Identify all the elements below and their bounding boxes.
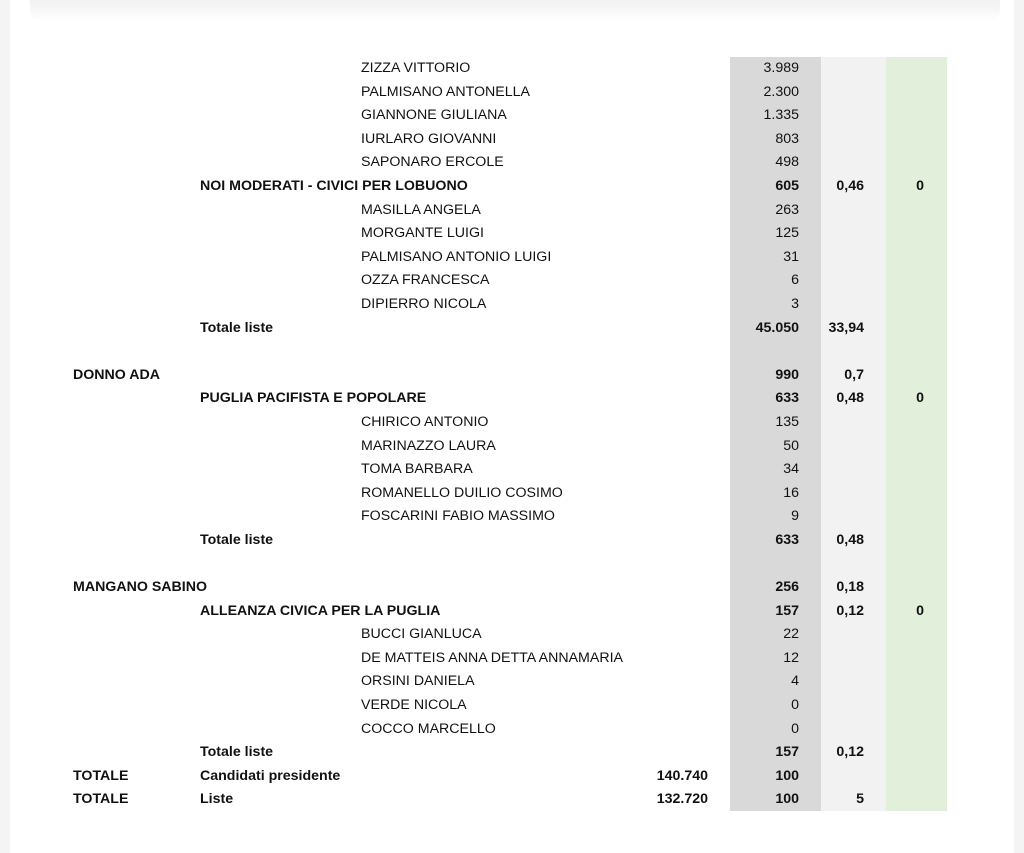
seats-value: 0 bbox=[916, 602, 924, 619]
list-name: Liste bbox=[200, 791, 234, 808]
table-row bbox=[0, 104, 1004, 128]
percent-value: 0,18 bbox=[836, 579, 864, 596]
seats-value: 0 bbox=[916, 177, 924, 194]
president-votes: 132.720 bbox=[656, 791, 708, 808]
table-row bbox=[0, 246, 1004, 270]
votes-value: 100 bbox=[775, 791, 799, 808]
table-row bbox=[0, 151, 1004, 175]
percent-value: 0,48 bbox=[836, 390, 864, 407]
votes-value: 22 bbox=[783, 626, 799, 643]
votes-value: 3 bbox=[791, 295, 799, 312]
table-row bbox=[0, 57, 1004, 81]
candidate-name: MASILLA ANGELA bbox=[361, 201, 481, 218]
votes-value: 2.300 bbox=[763, 83, 799, 100]
votes-value: 605 bbox=[775, 177, 799, 194]
table-row bbox=[0, 552, 1004, 576]
votes-value: 263 bbox=[775, 201, 799, 218]
table-row bbox=[0, 718, 1004, 742]
list-name: Candidati presidente bbox=[200, 767, 341, 784]
table-row bbox=[0, 694, 1004, 718]
candidate-name: COCCO MARCELLO bbox=[361, 720, 496, 737]
candidate-name: DIPIERRO NICOLA bbox=[361, 295, 487, 312]
candidate-name: ORSINI DANIELA bbox=[361, 673, 475, 690]
percent-value: 0,46 bbox=[836, 177, 864, 194]
candidate-name: DE MATTEIS ANNA DETTA ANNAMARIA bbox=[361, 649, 623, 666]
percent-value: 0,12 bbox=[836, 744, 864, 761]
president-name: MANGANO SABINO bbox=[73, 579, 207, 596]
seats-value: 0 bbox=[916, 390, 924, 407]
votes-value: 256 bbox=[775, 579, 799, 596]
votes-value: 4 bbox=[791, 673, 799, 690]
votes-value: 633 bbox=[775, 390, 799, 407]
list-name: Totale liste bbox=[200, 744, 274, 761]
candidate-name: BUCCI GIANLUCA bbox=[361, 626, 482, 643]
table-row bbox=[0, 364, 1004, 388]
table-row bbox=[0, 411, 1004, 435]
table-row bbox=[0, 435, 1004, 459]
votes-value: 0 bbox=[791, 697, 799, 714]
table-row bbox=[0, 387, 1004, 411]
votes-value: 157 bbox=[775, 602, 799, 619]
list-name: NOI MODERATI - CIVICI PER LOBUONO bbox=[200, 177, 468, 194]
table-row bbox=[0, 458, 1004, 482]
votes-value: 1.335 bbox=[763, 107, 799, 124]
table-row bbox=[0, 81, 1004, 105]
table-row bbox=[0, 317, 1004, 341]
candidate-name: MORGANTE LUIGI bbox=[361, 225, 484, 242]
list-name: Totale liste bbox=[200, 319, 274, 336]
candidate-name: VERDE NICOLA bbox=[361, 697, 467, 714]
table-row bbox=[0, 128, 1004, 152]
candidate-name: FOSCARINI FABIO MASSIMO bbox=[361, 508, 555, 525]
candidate-name: CHIRICO ANTONIO bbox=[361, 413, 489, 430]
candidate-name: ZIZZA VITTORIO bbox=[361, 60, 471, 76]
votes-value: 125 bbox=[775, 225, 799, 242]
list-name: ALLEANZA CIVICA PER LA PUGLIA bbox=[200, 602, 441, 619]
president-name: TOTALE bbox=[73, 767, 129, 784]
table-row bbox=[0, 647, 1004, 671]
candidate-name: TOMA BARBARA bbox=[361, 461, 473, 478]
table-row bbox=[0, 765, 1004, 789]
candidate-name: MARINAZZO LAURA bbox=[361, 437, 496, 454]
percent-value: 0,12 bbox=[836, 602, 864, 619]
candidate-name: IURLARO GIOVANNI bbox=[361, 130, 497, 147]
votes-value: 9 bbox=[791, 508, 799, 525]
votes-value: 6 bbox=[791, 272, 799, 289]
votes-value: 157 bbox=[775, 744, 799, 761]
table-row bbox=[0, 199, 1004, 223]
percent-value: 0,48 bbox=[836, 531, 864, 548]
votes-value: 34 bbox=[783, 461, 799, 478]
votes-value: 45.050 bbox=[755, 319, 799, 336]
candidate-name: ROMANELLO DUILIO COSIMO bbox=[361, 484, 563, 501]
table-row bbox=[0, 222, 1004, 246]
votes-value: 0 bbox=[791, 720, 799, 737]
table-row bbox=[0, 482, 1004, 506]
table-row bbox=[0, 788, 1004, 812]
table-row bbox=[0, 670, 1004, 694]
table-row bbox=[0, 529, 1004, 553]
votes-value: 135 bbox=[775, 413, 799, 430]
list-name: PUGLIA PACIFISTA E POPOLARE bbox=[200, 390, 427, 407]
president-votes: 140.740 bbox=[656, 767, 708, 784]
president-name: TOTALE bbox=[73, 791, 129, 808]
votes-value: 3.989 bbox=[763, 60, 799, 76]
candidate-name: GIANNONE GIULIANA bbox=[361, 107, 507, 124]
votes-value: 16 bbox=[783, 484, 799, 501]
votes-value: 990 bbox=[775, 366, 799, 383]
votes-value: 50 bbox=[783, 437, 799, 454]
table-row bbox=[0, 293, 1004, 317]
president-name: DONNO ADA bbox=[73, 366, 160, 383]
candidate-name: PALMISANO ANTONIO LUIGI bbox=[361, 248, 552, 265]
list-name: Totale liste bbox=[200, 531, 274, 548]
votes-value: 31 bbox=[783, 248, 799, 265]
table-row bbox=[0, 741, 1004, 765]
votes-value: 100 bbox=[775, 767, 799, 784]
top-shadow bbox=[30, 0, 1000, 22]
percent-value: 0,7 bbox=[844, 366, 864, 383]
table-row bbox=[0, 175, 1004, 199]
table-row bbox=[0, 505, 1004, 529]
votes-value: 633 bbox=[775, 531, 799, 548]
candidate-name: SAPONARO ERCOLE bbox=[361, 154, 504, 171]
results-table bbox=[0, 57, 1004, 812]
table-row bbox=[0, 600, 1004, 624]
candidate-name: OZZA FRANCESCA bbox=[361, 272, 490, 289]
candidate-name: PALMISANO ANTONELLA bbox=[361, 83, 530, 100]
table-row bbox=[0, 340, 1004, 364]
votes-value: 498 bbox=[775, 154, 799, 171]
table-row bbox=[0, 623, 1004, 647]
table-row bbox=[0, 269, 1004, 293]
votes-value: 803 bbox=[775, 130, 799, 147]
percent-value: 33,94 bbox=[828, 319, 864, 336]
votes-value: 12 bbox=[783, 649, 799, 666]
table-row bbox=[0, 576, 1004, 600]
percent-value: 5 bbox=[856, 791, 864, 808]
